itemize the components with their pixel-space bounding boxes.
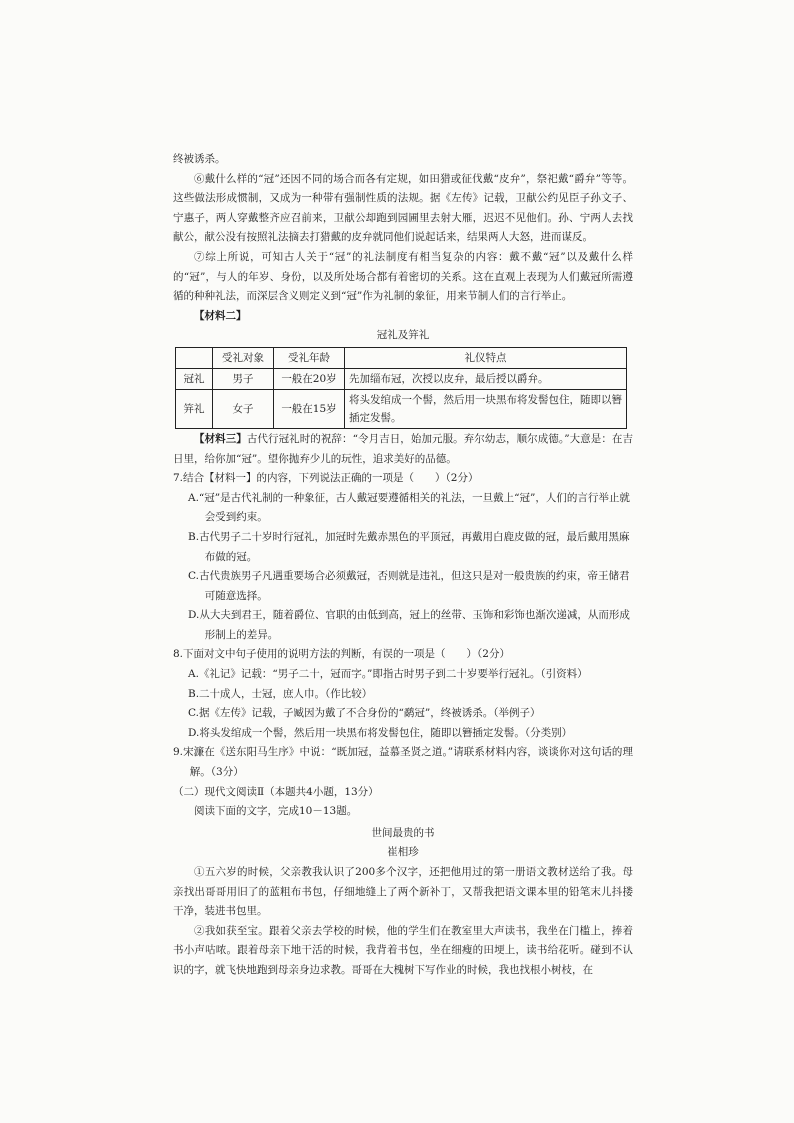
ritual-table (175, 347, 627, 429)
table-cell: 男子 (213, 368, 274, 389)
question-9: 9.宋濂在《送东阳马生序》中说：“既加冠，益慕圣贤之道。”请联系材料内容，谈谈你对这句话的理解。（3分） (173, 746, 633, 779)
exam-page (173, 150, 633, 981)
table-header-cell: 礼仪特点 (345, 347, 627, 368)
table-header-cell: 受礼对象 (213, 347, 274, 368)
question-8-option-b: B.二十成人，士冠，庶人巾。（作比较） (188, 687, 373, 700)
article-paragraph-2: ②我如获至宝。跟着父亲去学校的时候，他的学生们在教室里大声读书，我坐在门槛上，捧着书小声咕哝。跟着母亲下地干活的时候，我背着书包，坐在细瘦的田埂上，读书给花听。碰到不认识的字，就飞快地跑到母亲身边求教。哥哥在大槐树下写作业的时候，我也找根小树枝，在 (173, 924, 633, 976)
material-3 (173, 430, 633, 469)
question-8-option-c: C.据《左传》记载，子臧因为戴了不合身份的“鹬冠”，终被诱杀。（举例子） (188, 707, 541, 720)
table-row (176, 368, 627, 389)
table-cell: 一般在20岁 (274, 368, 345, 389)
question-7-option-d: D.从大夫到君王，随着爵位、官职的由低到高，冠上的丝带、玉饰和彩饰也渐次递减，从而形成形制上的差异。 (188, 609, 630, 641)
table-cell: 冠礼 (176, 368, 213, 389)
paragraph-continuation: 终被诱杀。 (173, 153, 226, 165)
question-8-option-a: A.《礼记》记载：“男子二十，冠而字。”即指古时男子到二十岁要举行冠礼。（引资料） (188, 668, 588, 681)
material-2-label: 【材料二】 (194, 309, 247, 322)
paragraph-7: ⑦综上所说，可知古人关于“冠”的礼法制度有相当复杂的内容：戴不戴“冠”以及戴什么样的“冠”，与人的年岁、身份，以及所处场合都有着密切的关系。这在直观上表现为人们戴冠所需遵循的种种礼法，而深层含义则定义到“冠”作为礼制的象征，用来节制人们的言行举止。 (173, 250, 633, 303)
table-title: 冠礼及笄礼 (376, 329, 430, 342)
question-7-options (173, 489, 633, 646)
question-7-stem: 7.结合【材料一】的内容，下列说法正确的一项是（ ）（2分） (173, 472, 479, 485)
table-header-cell: 受礼年龄 (274, 347, 345, 368)
table-cell: 一般在15岁 (274, 389, 345, 428)
table-header-row (176, 347, 627, 368)
question-8-options (173, 665, 633, 743)
article-author: 崔相珍 (387, 846, 419, 859)
question-8-option-d: D.将头发绾成一个髻，然后用一块黑布将发髻包住，随即以簪插定发髻。（分类别） (188, 726, 573, 739)
section-2-intro: 阅读下面的文字，完成10－13题。 (194, 805, 358, 818)
table-cell: 女子 (213, 389, 274, 428)
table-header-cell (176, 347, 213, 368)
section-2-title: （二）现代文阅读Ⅱ（本题共4小题，13分） (173, 785, 379, 798)
material-3-text: 古代行冠礼时的祝辞：“令月吉日，始加元服。弃尔幼志，顺尔成德。”大意是：在吉日里，给你加“冠”。望你抛弃少儿的玩性，追求美好的品德。 (173, 432, 634, 465)
question-8-stem: 8.下面对文中句子使用的说明方法的判断，有误的一项是（ ）（2分） (173, 648, 510, 661)
question-7-option-a: A.“冠”是古代礼制的一种象征，古人戴冠要遵循相关的礼法，一旦戴上“冠”，人们的言行举止就会受到约束。 (188, 491, 630, 524)
question-7-option-b: B.古代男子二十岁时行冠礼，加冠时先戴赤黑色的平顶冠，再戴用白鹿皮做的冠，最后戴用黑麻布做的冠。 (188, 530, 630, 563)
paragraph-6: ⑥戴什么样的“冠”还因不同的场合而各有定规，如田猎或征伐戴“皮弁”，祭祀戴“爵弁”等等。这些做法形成惯制，又成为一种带有强制性质的法规。据《左传》记载，卫献公约见臣子孙文子、宁惠子，两人穿戴整齐应召前来，卫献公却跑到园圃里去射大雁，迟迟不见他们。孙、宁两人去找献公，献公没有按照礼法摘去打猎戴的皮弁就同他们说起话来，结果两人大怒，进而谋反。 (173, 172, 633, 244)
question-7-option-c: C.古代贵族男子凡遇重要场合必须戴冠，否则就是违礼，但这只是对一般贵族的约束，帝王储君可随意选择。 (188, 570, 630, 602)
article-paragraph-1: ①五六岁的时候，父亲教我认识了200多个汉字，还把他用过的第一册语文教材送给了我。母亲找出哥哥用旧了的蓝粗布书包，仔细地缝上了两个新补丁，又帮我把语文课本里的铅笔末儿抖搂干净，装进书包里。 (173, 866, 633, 918)
table-cell: 先加缁布冠，次授以皮弁，最后授以爵弁。 (345, 368, 627, 389)
table-cell: 将头发绾成一个髻，然后用一块黑布将发髻包住，随即以簪插定发髻。 (345, 389, 627, 428)
article-title: 世间最贵的书 (371, 826, 435, 839)
material-3-label: 【材料三】 (194, 432, 247, 445)
table-row (176, 389, 627, 428)
table-cell: 笄礼 (176, 389, 213, 428)
